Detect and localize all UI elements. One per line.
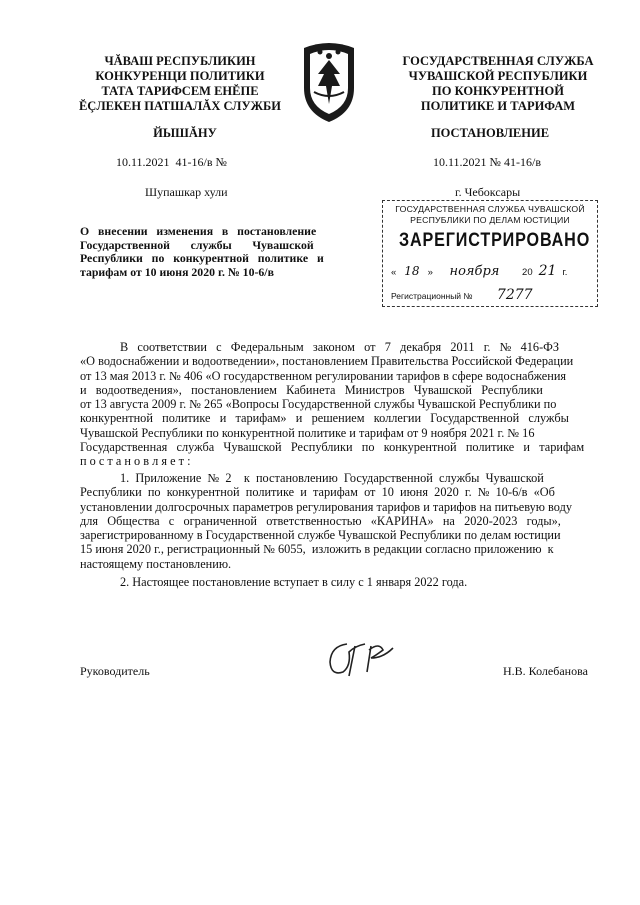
- body-line: В соответствии с Федеральным законом от 7 декабря 2011 г. № 416-ФЗ: [120, 340, 560, 354]
- signature-role: Руководитель: [80, 664, 150, 678]
- city-left: Шупашкар хули: [145, 185, 228, 199]
- item-line: установлении долгосрочных параметров регулирования тарифов и тарифов на питьевую воду: [80, 499, 572, 514]
- header-left-line: КОНКУРЕНЦИ ПОЛИТИКИ: [95, 69, 265, 83]
- document-title: [80, 225, 358, 279]
- header-left-line: ĔÇЛЕКЕН ПАТШАЛĂХ СЛУЖБИ: [78, 99, 282, 113]
- body-line: Чувашской Республики по конкурентной политике и тарифам от 9 ноября 2021 г. № 16: [80, 425, 535, 440]
- stamp-reg-label: Регистрационный №: [391, 291, 473, 301]
- header-right-line: ПОЛИТИКЕ И ТАРИФАМ: [420, 99, 576, 113]
- header-right-line: ГОСУДАРСТВЕННАЯ СЛУЖБА: [402, 54, 594, 68]
- item-line: для Общества с ограниченной ответственностью «КАРИНА» на 2020-2023 годы»,: [80, 513, 561, 528]
- body-line: конкурентной политике и тарифам» и решением коллегии Государственной службы: [80, 411, 569, 426]
- coat-of-arms-emblem: [296, 42, 362, 124]
- stamp-day: 18: [404, 264, 420, 278]
- header-left-line: ЧĂВАШ РЕСПУБЛИКИН: [104, 54, 256, 68]
- body-line: и водоотведения», постановлением Кабинета Министров Чувашской Республики: [80, 382, 543, 397]
- item-line: 1. Приложение № 2 к постановлению Государственной службы Чувашской: [120, 471, 544, 485]
- date-number-left: 10.11.2021 41-16/в №: [116, 155, 227, 169]
- item-1: [80, 471, 596, 571]
- body-line: Государственная служба Чувашской Республики по конкурентной политике и тарифам: [80, 440, 585, 455]
- stamp-line: РЕСПУБЛИКИ ПО ДЕЛАМ ЮСТИЦИИ: [410, 215, 570, 225]
- stamp-status: ЗАРЕГИСТРИРОВАНО: [399, 230, 591, 251]
- item-2: [120, 575, 596, 589]
- doc-type-right: ПОСТАНОВЛЕНИЕ: [430, 126, 550, 140]
- header-right: [380, 54, 616, 114]
- body-line: от 13 августа 2009 г. № 265 «Вопросы Государственной службы Чувашской Республики по: [80, 397, 557, 412]
- stamp-year-prefix: 20: [522, 267, 533, 278]
- title-line: тарифам от 10 июня 2020 г. № 10-6/в: [80, 264, 274, 279]
- city-right: г. Чебоксары: [455, 185, 521, 199]
- header-left-line: ТАТА ТАРИФСЕМ ЕНĔПЕ: [101, 84, 259, 98]
- title-line: О внесении изменения в постановление: [80, 224, 317, 238]
- item-line: настоящему постановлению.: [80, 556, 232, 571]
- header-left: [70, 54, 290, 114]
- header-right-line: ЧУВАШСКОЙ РЕСПУБЛИКИ: [408, 69, 588, 83]
- date-number-right: 10.11.2021 № 41-16/в: [433, 155, 541, 169]
- handwritten-signature: [325, 636, 415, 682]
- stamp-reg-row: [391, 287, 591, 303]
- stamp-year-unit: г.: [562, 267, 568, 278]
- doc-type-left: ЙЫШĂНУ: [153, 126, 217, 140]
- item-line: Республики по конкурентной политике и тарифам от 10 июня 2020 г. № 10-6/в «Об: [80, 485, 555, 500]
- stamp-date-row: « 18 » ноября 20 21 г.: [391, 263, 568, 279]
- stamp-year-suffix: 21: [538, 263, 557, 279]
- stamp-month: ноября: [449, 264, 500, 279]
- body-line: п о с т а н о в л я е т :: [80, 454, 191, 469]
- preamble: [80, 340, 596, 469]
- item-line: 15 июня 2020 г., регистрационный № 6055, изложить в редакции согласно приложению к: [80, 542, 554, 557]
- stamp-reg-number: 7277: [496, 287, 533, 303]
- title-line: Республики по конкурентной политике и: [80, 251, 324, 265]
- registration-stamp: [382, 200, 598, 307]
- body-line: от 13 мая 2013 г. № 406 «О государственном регулировании тарифов в сфере водоснабжения: [80, 368, 567, 383]
- stamp-line: ГОСУДАРСТВЕННАЯ СЛУЖБА ЧУВАШСКОЙ: [395, 204, 585, 214]
- header-right-line: ПО КОНКУРЕНТНОЙ: [432, 84, 564, 98]
- item-line: зарегистрированному в Государственной службе Чувашской Республики по делам юстиции: [80, 528, 561, 543]
- body-line: «О водоснабжении и водоотведении», постановлением Правительства Российской Федерации: [80, 354, 574, 369]
- title-line: Государственной службы Чувашской: [80, 237, 314, 252]
- signature-name: Н.В. Колебанова: [503, 664, 588, 678]
- item-line: 2. Настоящее постановление вступает в силу с 1 января 2022 года.: [120, 575, 468, 589]
